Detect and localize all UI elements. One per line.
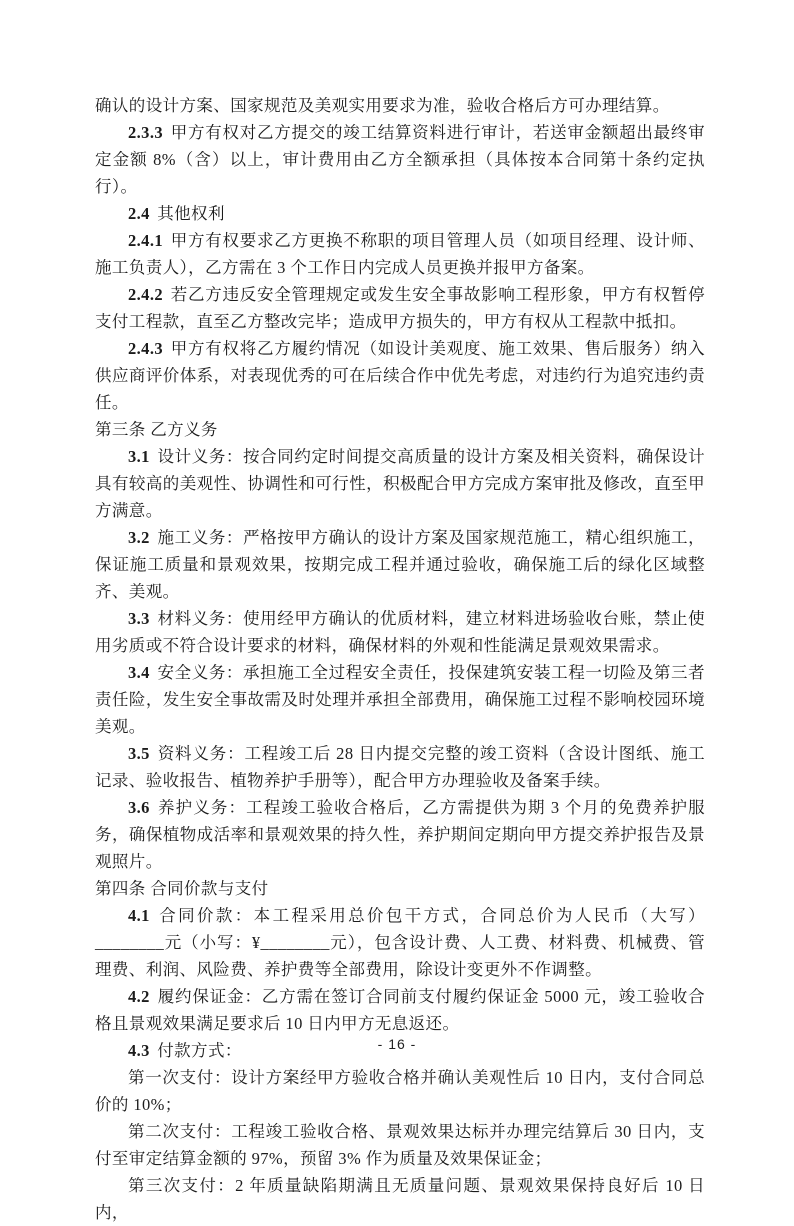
paragraph-text: 合同价款：本工程采用总价包干方式，合同总价为人民币（大写）________元（小写：¥________元），包含设计费、人工费、材料费、机械费、管理费、利润、风险费、养护费等全部费用，除设计变更外不作调整。	[95, 906, 705, 979]
clause-2-4-2	[95, 281, 705, 335]
paragraph-text: 第一次支付：设计方案经甲方验收合格并确认美观性后 10 日内，支付合同总价的 10%；	[95, 1068, 705, 1114]
paragraph-text: 资料义务：工程竣工后 28 日内提交完整的竣工资料（含设计图纸、施工记录、验收报告、植物养护手册等），配合甲方办理验收及备案手续。	[95, 744, 705, 790]
clause-2-3-3	[95, 119, 705, 200]
heading-text: 第四条 合同价款与支付	[95, 879, 269, 898]
page-number: - 16 -	[377, 1036, 417, 1052]
paragraph-text: 确认的设计方案、国家规范及美观实用要求为准，验收合格后方可办理结算。	[95, 96, 670, 115]
payment-second	[95, 1118, 705, 1172]
paragraph-text: 安全义务：承担施工全过程安全责任，投保建筑安装工程一切险及第三者责任险，发生安全事故需及时处理并承担全部费用，确保施工过程不影响校园环境美观。	[95, 663, 705, 736]
paragraph-text: 甲方有权对乙方提交的竣工结算资料进行审计，若送审金额超出最终审定金额 8%（含）以上，审计费用由乙方全额承担（具体按本合同第十条约定执行）。	[95, 123, 705, 196]
clause-3-1	[95, 443, 705, 524]
paragraph-text: 付款方式：	[157, 1041, 242, 1060]
paragraph-text: 设计义务：按合同约定时间提交高质量的设计方案及相关资料，确保设计具有较高的美观性、协调性和可行性，积极配合甲方完成方案审批及修改，直至甲方满意。	[95, 447, 705, 520]
clause-number: 4.2	[128, 987, 150, 1006]
clause-number: 2.4.1	[128, 231, 163, 250]
paragraph-text: 其他权利	[157, 204, 225, 223]
clause-number: 2.3.3	[128, 123, 163, 142]
clause-2-4	[95, 200, 705, 227]
payment-third	[95, 1172, 705, 1226]
paragraph-text: 履约保证金：乙方需在签订合同前支付履约保证金 5000 元，竣工验收合格且景观效果满足要求后 10 日内甲方无息返还。	[95, 987, 705, 1033]
clause-4-1	[95, 902, 705, 983]
clause-3-2	[95, 524, 705, 605]
clause-number: 4.3	[128, 1041, 150, 1060]
clause-3-4	[95, 659, 705, 740]
clause-2-4-1	[95, 227, 705, 281]
clause-2-4-3	[95, 335, 705, 416]
clause-number: 2.4.2	[128, 285, 163, 304]
clause-number: 3.1	[128, 447, 150, 466]
document-body	[95, 92, 705, 1226]
clause-number: 3.4	[128, 663, 150, 682]
clause-number: 3.5	[128, 744, 150, 763]
chapter-heading-article-4	[95, 875, 705, 902]
paragraph-continuation	[95, 92, 705, 119]
heading-text: 第三条 乙方义务	[95, 420, 218, 439]
chapter-heading-article-3	[95, 416, 705, 443]
clause-number: 2.4.3	[128, 339, 163, 358]
paragraph-text: 甲方有权将乙方履约情况（如设计美观度、施工效果、售后服务）纳入供应商评价体系，对表现优秀的可在后续合作中优先考虑，对违约行为追究违约责任。	[95, 339, 705, 412]
paragraph-text: 施工义务：严格按甲方确认的设计方案及国家规范施工，精心组织施工，保证施工质量和景观效果，按期完成工程并通过验收，确保施工后的绿化区域整齐、美观。	[95, 528, 705, 601]
paragraph-text: 材料义务：使用经甲方确认的优质材料，建立材料进场验收台账，禁止使用劣质或不符合设计要求的材料，确保材料的外观和性能满足景观效果需求。	[95, 609, 705, 655]
clause-number: 3.3	[128, 609, 150, 628]
clause-3-6	[95, 794, 705, 875]
clause-number: 2.4	[128, 204, 150, 223]
paragraph-text: 第三次支付：2 年质量缺陷期满且无质量问题、景观效果保持良好后 10 日内，	[95, 1176, 705, 1222]
paragraph-text: 养护义务：工程竣工验收合格后，乙方需提供为期 3 个月的免费养护服务，确保植物成活率和景观效果的持久性，养护期间定期向甲方提交养护报告及景观照片。	[95, 798, 705, 871]
paragraph-text: 第二次支付：工程竣工验收合格、景观效果达标并办理完结算后 30 日内，支付至审定结算金额的 97%，预留 3% 作为质量及效果保证金；	[95, 1122, 705, 1168]
paragraph-text: 若乙方违反安全管理规定或发生安全事故影响工程形象，甲方有权暂停支付工程款，直至乙方整改完毕；造成甲方损失的，甲方有权从工程款中抵扣。	[95, 285, 705, 331]
clause-3-5	[95, 740, 705, 794]
clause-4-2	[95, 983, 705, 1037]
payment-first	[95, 1064, 705, 1118]
clause-number: 3.2	[128, 528, 150, 547]
clause-3-3	[95, 605, 705, 659]
paragraph-text: 甲方有权要求乙方更换不称职的项目管理人员（如项目经理、设计师、施工负责人），乙方需在 3 个工作日内完成人员更换并报甲方备案。	[95, 231, 705, 277]
clause-number: 4.1	[128, 906, 150, 925]
clause-number: 3.6	[128, 798, 150, 817]
